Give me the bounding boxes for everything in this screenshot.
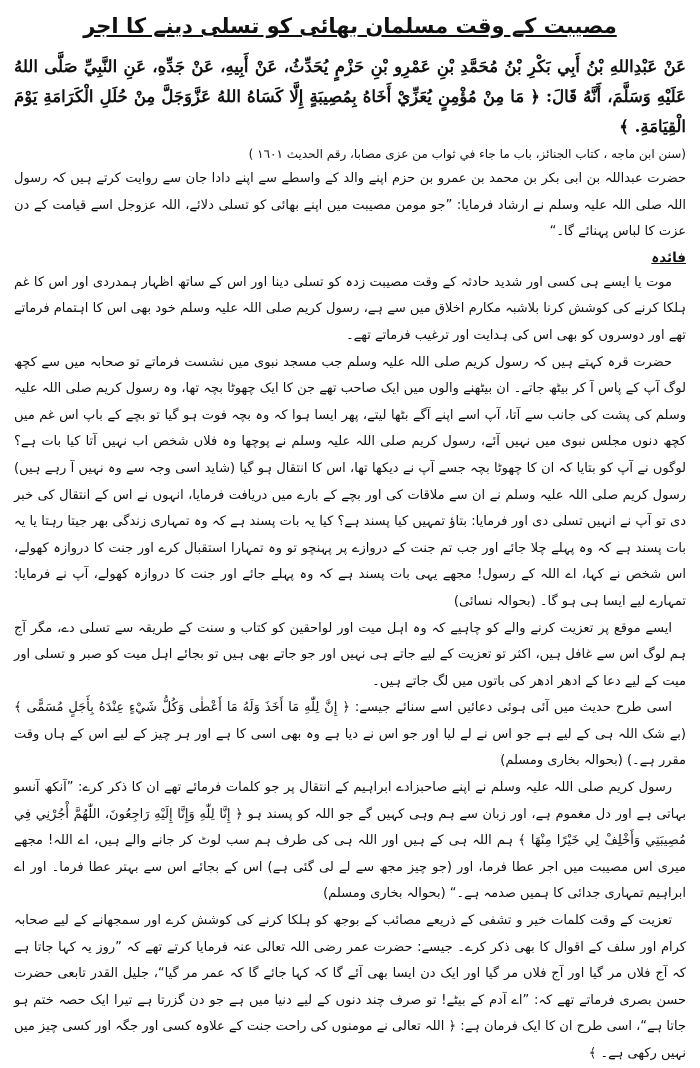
paragraph: رسول کریم صلی اللہ علیہ وسلم نے اپنے صاحبزادے ابراہیم کے انتقال پر جو کلمات فرمائے تھے ان کا ذکر کرے: ”آنکھ آنسو بہاتی ہے اور دل مغموم ہے، اور زبان سے ہم وہی کہیں گے جو اللہ کو پسند ہو ﴿ إِنَّا لِلّٰهِ وَإِنَّا إِلَيْهِ رَاجِعُونَ، اللّٰهُمَّ أْجُرْنِي فِي مُصِيبَتِي وَأَخْلِفْ لِي خَيْرًا مِنْهَا ﴾ ہم اللہ ہی کے ہیں اور اللہ ہی کی طرف ہم سب لوٹ کر جانے والے ہیں، اے اللہ! مجھے میری اس مصیبت میں اجر عطا فرما، اور (جو چیز مجھ سے لے لی گئی ہے) اس کے بجائے اس سے بہتر عطا فرما۔ اور اے ابراہیم تمہاری جدائی کا ہمیں صدمہ ہے۔“ (بحوالہ بخاری ومسلم) (14, 780, 686, 902)
paragraph: اسی طرح حدیث میں آئی ہوئی دعائیں اسے سنائے جیسے: ﴿ إِنَّ لِلّٰهِ مَا أَخَذَ وَلَهُ مَا أَعْطٰى وَكُلُّ شَيْءٍ عِنْدَهُ بِأَجَلٍ مُسَمًّى ﴾ (بے شک اللہ ہی کے لیے ہے جو اس نے لے لیا اور جو اس نے دیا ہے وہ بھی اسی کا ہے اور ہر چیز کے لیے اس کے ہاں وقت مقرر ہے۔) (بحوالہ بخاری ومسلم) (14, 700, 686, 769)
paragraph: ایسے موقع پر تعزیت کرنے والے کو چاہیے کہ وہ اہل میت اور لواحقین کو کتاب و سنت کے طریقہ سے تسلی دے، مگر آج ہم لوگ اس سے غافل ہیں، اکثر تو تعزیت کے لیے جاتے ہی نہیں اور جو جاتے بھی ہیں تو بجائے اہل میت کو صبر و تسلی اور میت کے لیے دعا کے ادھر ادھر کی باتوں میں لگ جاتے ہیں۔ (14, 620, 686, 689)
hadith-arabic-text: عَنْ عَبْدِاللهِ بْنُ أَبِي بَكْرِ بْنُ مُحَمَّدِ بْنِ عَمْرِو بْنِ حَزْمٍ يُحَدِّثُ، عَنْ أَبِيهِ، عَنْ جَدِّهِ، عَنِ النَّبِيِّ صَلَّى اللهُ عَلَيْهِ وَسَلَّمَ، أَنَّهُ قَالَ: ﴿ مَا مِنْ مُؤْمِنٍ يُعَزِّيْ أَخَاهُ بِمُصِيبَةٍ إِلَّا كَسَاهُ اللهُ عَزَّوَجَلَّ مِنْ حُلَلِ الْكَرَامَةِ يَوْمَ الْقِيَامَةِ. ﴾ (14, 57, 686, 136)
faida-heading: فائدہ (651, 249, 686, 266)
paragraph: تعزیت کے وقت کلمات خیر و تشفی کے ذریعے مصائب کے بوجھ کو ہلکا کرنے کی کوشش کرے اور سمجھانے کے لیے صحابہ کرام اور سلف کے اقوال کا بھی ذکر کرے۔ جیسے: حضرت عمر رضی اللہ تعالی عنہ فرمایا کرتے تھے کہ ”روز یہ کہا جاتا ہے کہ آج فلاں مر گیا اور آج فلاں مر گیا اور ایک دن ایسا بھی آئے گا کہ کہا جائے گا کہ عمر مر گیا“، جلیل القدر تابعی حضرت حسن بصری فرماتے تھے کہ: ”اے آدم کے بیٹے! تو صرف چند دنوں کے لیے دنیا میں ہے جو دن گزرتا ہے تیرا ایک حصہ ختم ہو جاتا ہے“، اسی طرح ان کا ایک فرمان ہے: ﴿ اللہ تعالی نے مومنوں کی راحت جنت کے علاوہ کسی اور جگہ اور کسی چیز میں نہیں رکھی ہے۔ ﴾ (14, 913, 686, 1061)
hadith-reference: (سنن ابن ماجه ، كتاب الجنائز، باب ما جاء في ثواب من عزى مصابا، رقم الحديث ١٦٠١ ) (248, 147, 686, 161)
hadith-translation: حضرت عبداللہ بن ابی بکر بن محمد بن عمرو بن حزم اپنے والد کے واسطے سے اپنے دادا جان سے روایت کرتے ہیں کہ رسول اللہ صلی اللہ علیہ وسلم نے ارشاد فرمایا: ”جو مومن مصیبت میں اپنے بھائی کو تسلی دلائے، اللہ عزوجل اسے قیامت کے دن عزت کا لباس پہنائے گا۔“ (14, 171, 686, 240)
page-title: مصیبت کے وقت مسلمان بھائی کو تسلی دینے کا اجر (83, 14, 617, 38)
paragraph: موت یا ایسے ہی کسی اور شدید حادثہ کے وقت مصیبت زدہ کو تسلی دینا اور اس کے ساتھ اظہار ہمدردی اور اس کا غم ہلکا کرنے کی کوشش کرنا بلاشبہ مکارم اخلاق میں سے ہے، رسول کریم صلی اللہ علیہ وسلم خود بھی اس کا اہتمام فرماتے تھے اور دوسروں کو بھی اس کی ہدایت اور ترغیب فرماتے تھے۔ (14, 274, 686, 343)
paragraph: حضرت قرہ کہتے ہیں کہ رسول کریم صلی اللہ علیہ وسلم جب مسجد نبوی میں نشست فرماتے تو صحابہ میں سے کچھ لوگ آپ کے پاس آ کر بیٹھ جاتے۔ ان بیٹھنے والوں میں ایک صاحب تھے جن کا ایک چھوٹا بچہ تھا، وہ رسول کریم صلی اللہ علیہ وسلم کی پشت کی جانب سے آتا، آپ اسے اپنے آگے بٹھا لیتے، پھر ایسا ہوا کہ وہ بچہ فوت ہو گیا تو بچے کے باپ اس غم میں کچھ دنوں مجلس نبوی میں نہیں آئے، رسول کریم صلی اللہ علیہ وسلم نے پوچھا وہ فلاں شخص اب نہیں آتا کیا بات ہے؟ لوگوں نے آپ کو بتایا کہ ان کا چھوٹا بچہ جسے آپ نے دیکھا تھا، اس کا انتقال ہو گیا (شاید اسی وجہ سے وہ نہیں آ رہے ہیں) رسول کریم صلی اللہ علیہ وسلم نے ان سے ملاقات کی اور بچے کے بارے میں دریافت فرمایا، انہوں نے اس کے انتقال کی خبر دی تو آپ نے انہیں تسلی دی اور فرمایا: بتاؤ تمہیں کیا پسند ہے؟ کیا یہ بات پسند ہے کہ وہ تمہاری زندگی بھر جیتا رہتا یا یہ بات پسند ہے کہ وہ پہلے چلا جائے اور جب تم جنت کے دروازے پر پہنچو تو وہ تمہارا استقبال کرے اور جنت کا دروازہ کھولے، اس شخص نے کہا، اے اللہ کے رسول! مجھے یہی بات پسند ہے کہ وہ پہلے جائے اور جنت کا دروازہ کھولے، آپ نے فرمایا: تمہارے لیے ایسا ہی ہو گا۔ (بحوالہ نسائی) (14, 354, 686, 609)
